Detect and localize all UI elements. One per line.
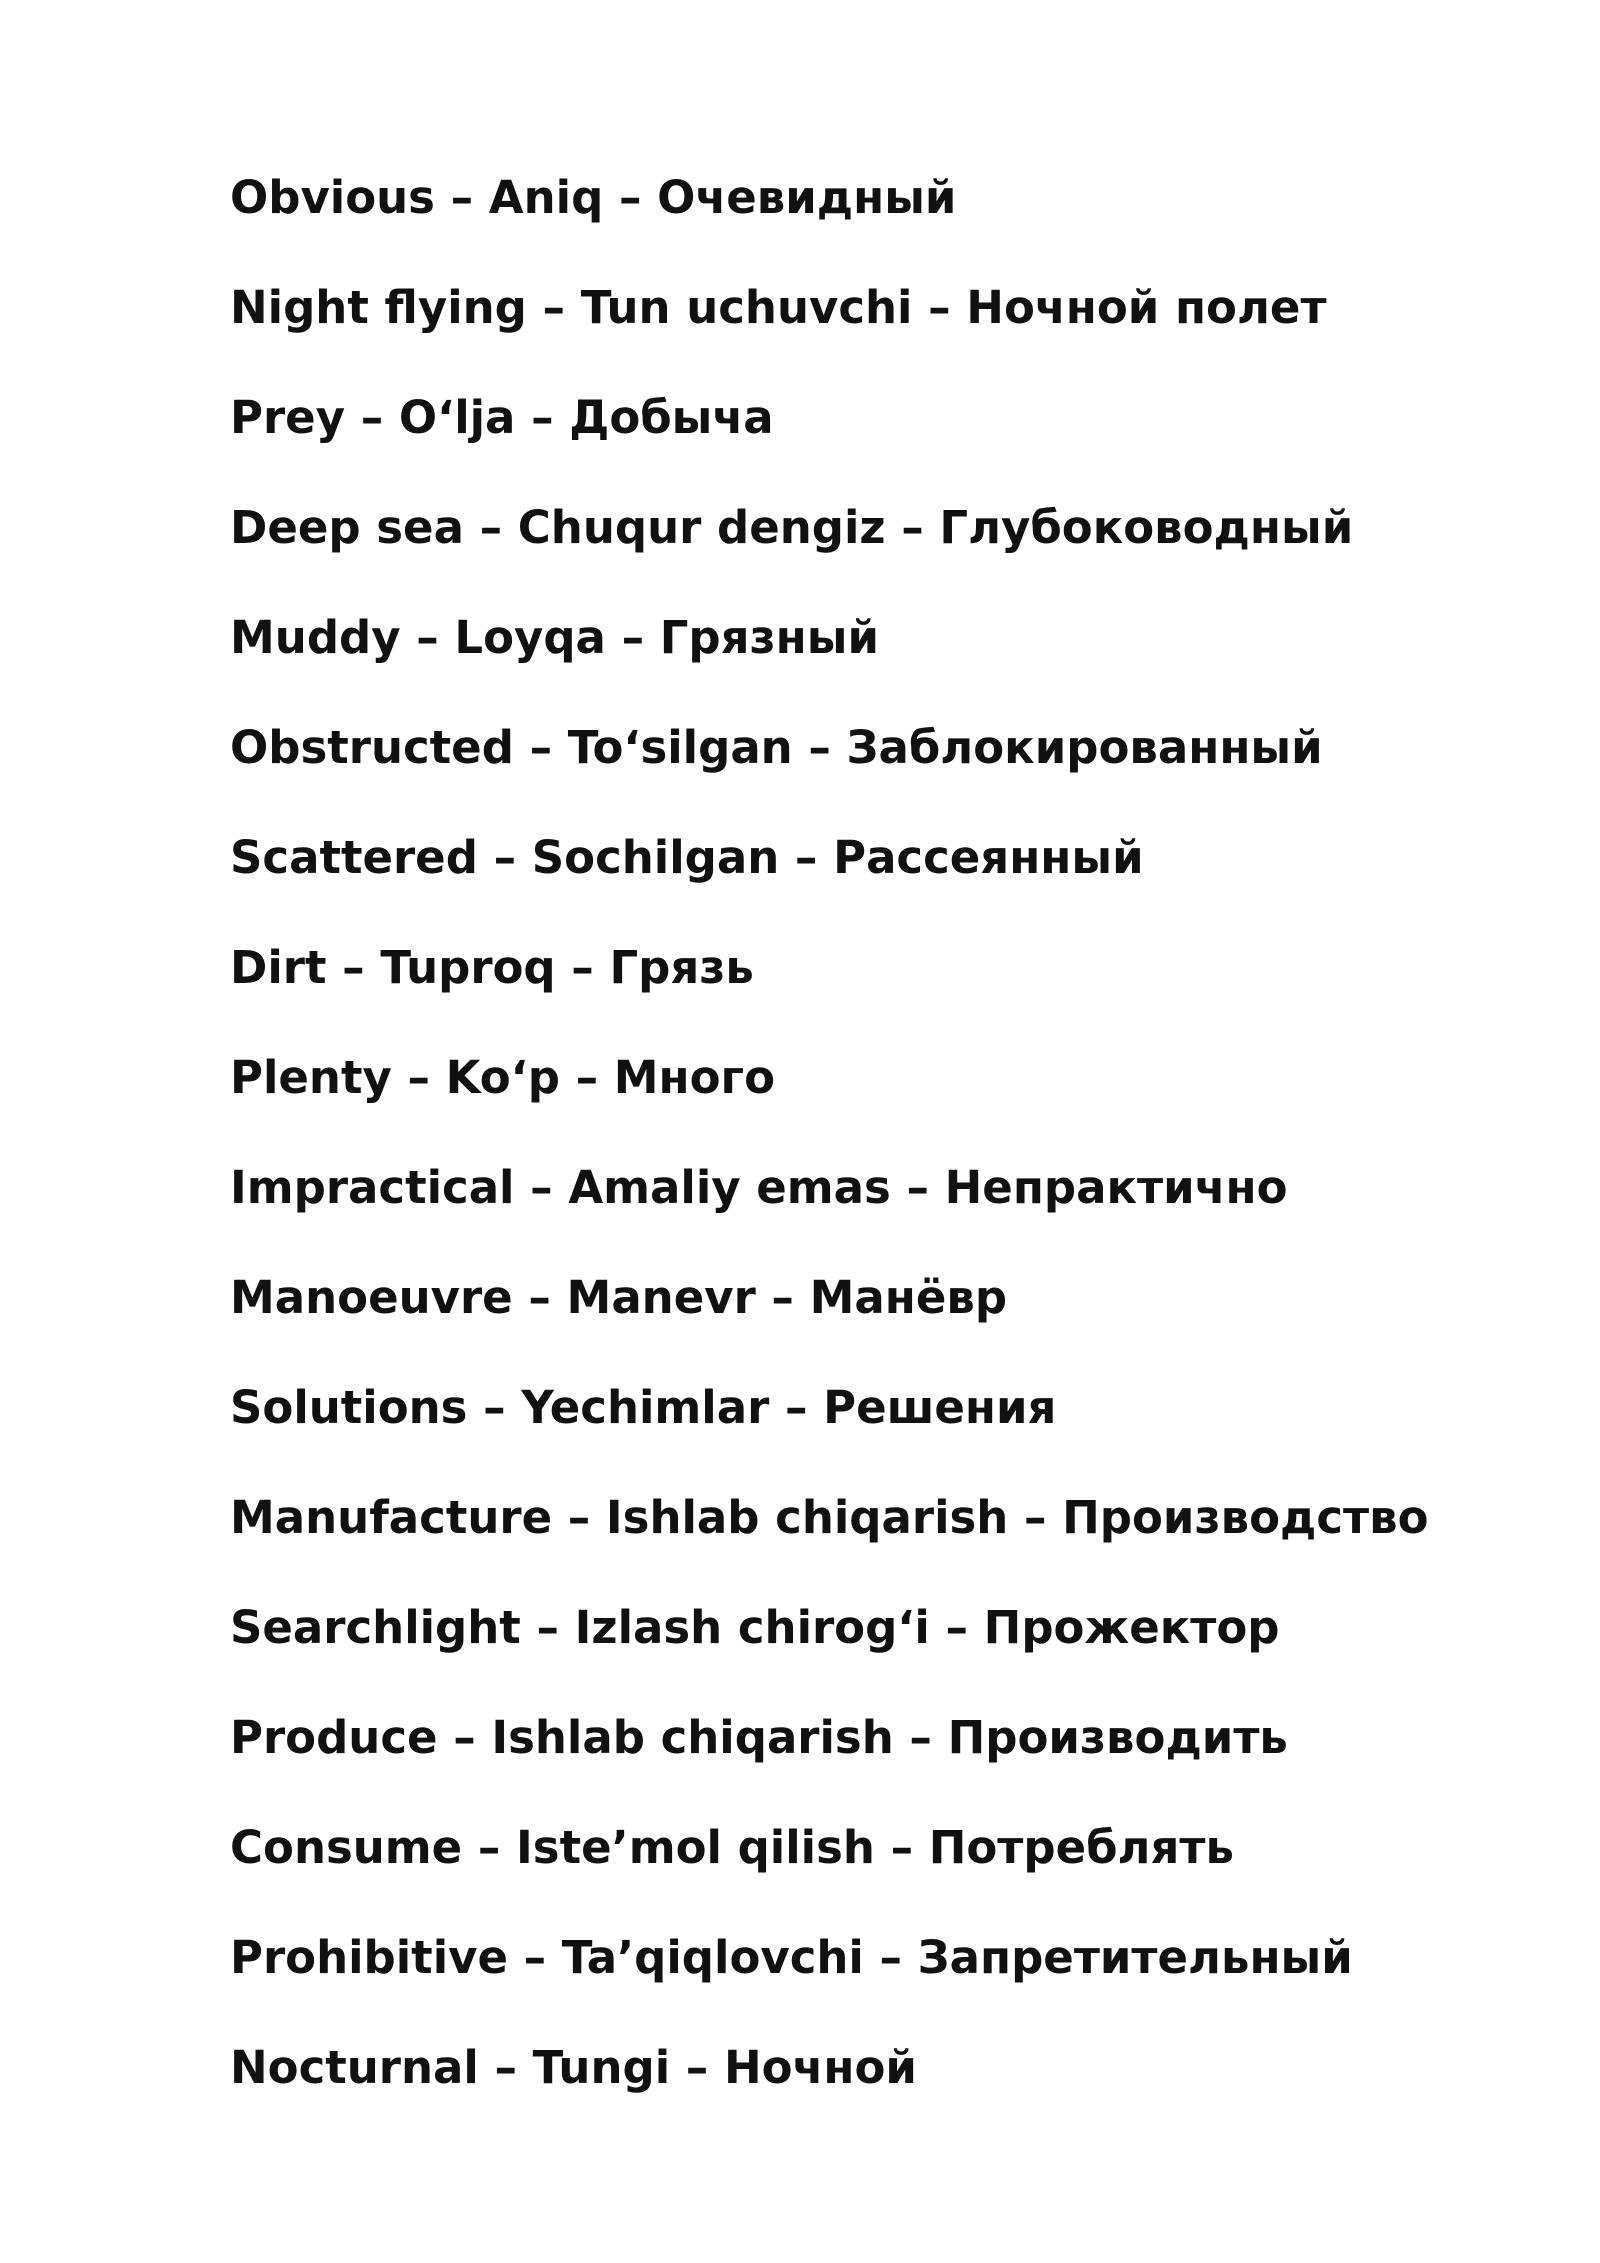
- vocabulary-line: Prey – O‘lja – Добыча: [230, 391, 774, 444]
- vocabulary-line: Nocturnal – Tungi – Ночной: [230, 2041, 917, 2094]
- vocabulary-line: Searchlight – Izlash chirog‘i – Прожектор: [230, 1601, 1280, 1654]
- vocabulary-line: Plenty – Ko‘p – Много: [230, 1051, 775, 1104]
- vocabulary-line: Produce – Ishlab chiqarish – Производить: [230, 1711, 1288, 1764]
- vocabulary-line: Impractical – Amaliy emas – Непрактично: [230, 1161, 1288, 1214]
- vocabulary-line: Obvious – Aniq – Очевидный: [230, 171, 957, 224]
- vocabulary-line: Obstructed – To‘silgan – Заблокированный: [230, 721, 1323, 774]
- vocabulary-line: Deep sea – Chuqur dengiz – Глубоководный: [230, 501, 1354, 554]
- vocabulary-line: Solutions – Yechimlar – Решения: [230, 1381, 1057, 1434]
- vocabulary-list: [230, 160, 1429, 2140]
- vocabulary-line: Manoeuvre – Manevr – Манёвр: [230, 1271, 1008, 1324]
- vocabulary-line: Muddy – Loyqa – Грязный: [230, 611, 879, 664]
- vocabulary-line: Consume – Iste’mol qilish – Потреблять: [230, 1821, 1234, 1874]
- vocabulary-line: Manufacture – Ishlab chiqarish – Производство: [230, 1491, 1429, 1544]
- vocabulary-line: Prohibitive – Ta’qiqlovchi – Запретительный: [230, 1931, 1353, 1984]
- vocabulary-line: Dirt – Tuproq – Грязь: [230, 941, 754, 994]
- vocabulary-line: Night flying – Tun uchuvchi – Ночной полет: [230, 281, 1327, 334]
- vocabulary-line: Scattered – Sochilgan – Рассеянный: [230, 831, 1144, 884]
